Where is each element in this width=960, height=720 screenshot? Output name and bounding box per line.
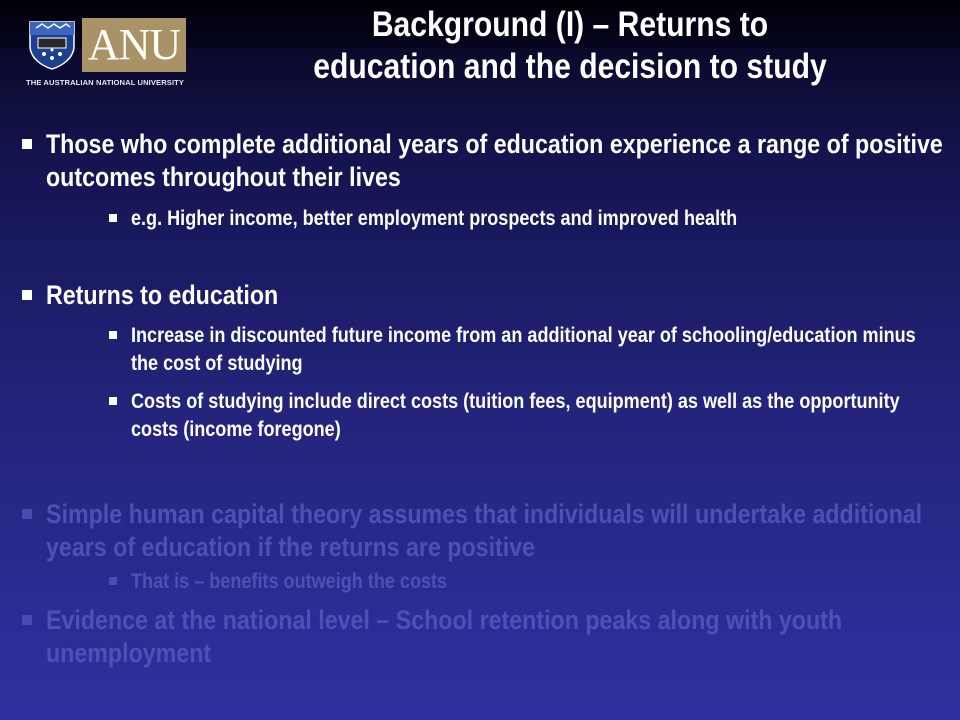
anu-crest-icon [26, 20, 78, 70]
bullet-list [18, 128, 948, 670]
square-bullet-icon [109, 214, 117, 222]
bullet-text: Returns to education [46, 280, 279, 310]
sub-bullet-item [18, 388, 948, 444]
sub-bullet-item [18, 205, 948, 233]
slide-title [269, 4, 871, 88]
anu-wordmark: ANU [82, 18, 186, 72]
bullet-text: e.g. Higher income, better employment prospects and improved health [131, 207, 738, 230]
sub-bullet-item [18, 322, 948, 378]
bullet-item [18, 279, 948, 312]
square-bullet-icon [109, 577, 117, 585]
slide-title-line-1: Background (I) – Returns to [371, 5, 769, 44]
square-bullet-icon [22, 139, 32, 149]
square-bullet-icon [109, 397, 117, 405]
bullet-text: Simple human capital theory assumes that individuals will undertake additional years of education if the returns are positive [46, 499, 923, 562]
anu-logo [26, 18, 188, 92]
faded-sub-bullet-item [18, 568, 948, 596]
bullet-text: Increase in discounted future income from an additional year of schooling/education minus the cost of studying [131, 324, 916, 375]
bullet-item [18, 128, 948, 194]
bullet-text: Those who complete additional years of education experience a range of positive outcomes throughout their lives [46, 129, 943, 192]
bullet-text: Costs of studying include direct costs (tuition fees, equipment) as well as the opportunity costs (income foregone) [131, 390, 900, 441]
square-bullet-icon [22, 509, 32, 519]
square-bullet-icon [22, 290, 32, 300]
bullet-text: That is – benefits outweigh the costs [131, 570, 448, 593]
square-bullet-icon [22, 615, 32, 625]
bullet-text: Evidence at the national level – School retention peaks along with youth unemployment [46, 605, 843, 668]
faded-bullet-item [18, 498, 948, 564]
slide-title-line-2: education and the decision to study [313, 47, 827, 86]
faded-bullet-item [18, 604, 948, 670]
anu-tagline: THE AUSTRALIAN NATIONAL UNIVERSITY [26, 78, 185, 87]
square-bullet-icon [109, 331, 117, 339]
